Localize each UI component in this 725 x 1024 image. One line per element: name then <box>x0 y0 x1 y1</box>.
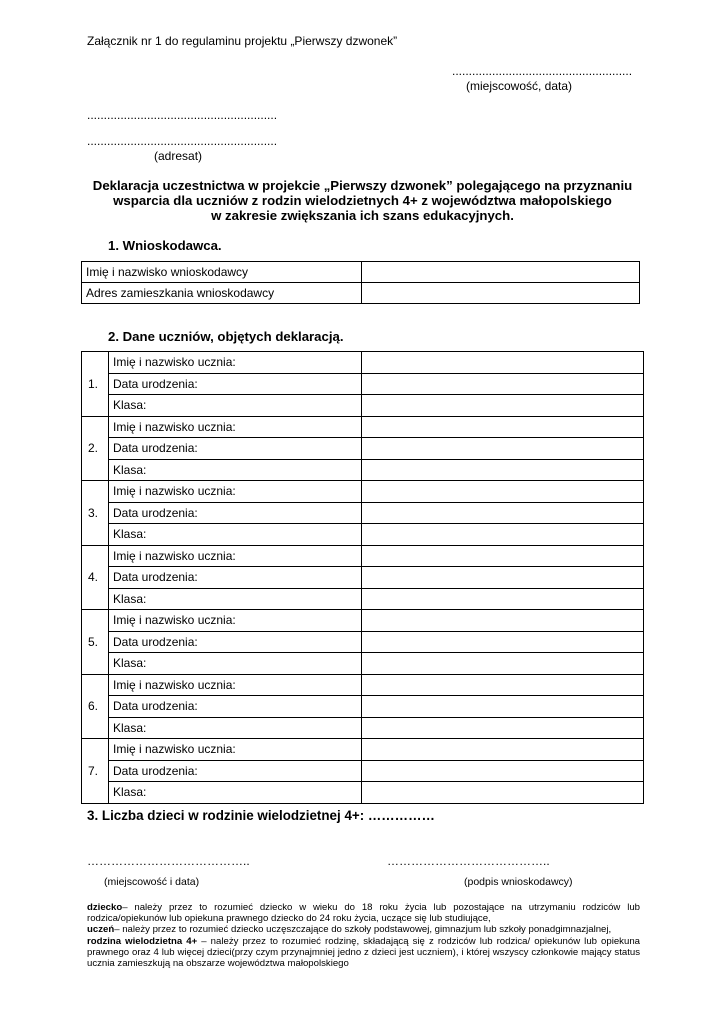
student-number: 2. <box>82 416 109 481</box>
student-name-field[interactable] <box>362 545 644 567</box>
student-class-field[interactable] <box>362 653 644 675</box>
table-row <box>82 696 644 718</box>
student-birth-date-field[interactable] <box>362 631 644 653</box>
student-birth-date-field[interactable] <box>362 567 644 589</box>
student-birth-date-label: Data urodzenia: <box>109 438 362 460</box>
applicant-address-label: Adres zamieszkania wnioskodawcy <box>82 283 362 304</box>
student-number: 7. <box>82 739 109 804</box>
right-signature-dots: ………………………………….. <box>387 854 550 868</box>
students-table <box>81 351 644 804</box>
definitions <box>87 902 640 969</box>
student-name-label: Imię i nazwisko ucznia: <box>109 545 362 567</box>
table-row <box>82 674 644 696</box>
student-birth-date-label: Data urodzenia: <box>109 567 362 589</box>
student-class-label: Klasa: <box>109 395 362 417</box>
table-row <box>82 352 644 374</box>
left-signature-dots: ………………………………….. <box>87 854 250 868</box>
student-class-label: Klasa: <box>109 653 362 675</box>
student-number: 4. <box>82 545 109 610</box>
table-row <box>82 567 644 589</box>
student-number: 3. <box>82 481 109 546</box>
table-row <box>82 481 644 503</box>
title-line-2: wsparcia dla uczniów z rodzin wielodzietnych 4+ z województwa małopolskiego <box>113 193 612 208</box>
student-birth-date-label: Data urodzenia: <box>109 373 362 395</box>
student-class-label: Klasa: <box>109 782 362 804</box>
student-class-label: Klasa: <box>109 459 362 481</box>
student-name-field[interactable] <box>362 352 644 374</box>
table-row <box>82 717 644 739</box>
child-definition: – należy przez to rozumieć dziecko w wieku do 18 roku życia lub pozostające na utrzymaniu rodziców lub rodzica/opiekunów lub opiekuna prawnego dziecko do 24 roku życia, uczące się lub studiujące, <box>87 902 640 925</box>
student-birth-date-field[interactable] <box>362 696 644 718</box>
section1-heading: 1. Wnioskodawca. <box>108 238 222 253</box>
title-line-3: w zakresie zwiększania ich szans edukacyjnych. <box>211 208 514 223</box>
student-class-field[interactable] <box>362 524 644 546</box>
student-birth-date-label: Data urodzenia: <box>109 502 362 524</box>
student-name-label: Imię i nazwisko ucznia: <box>109 610 362 632</box>
student-class-label: Klasa: <box>109 717 362 739</box>
section2-heading: 2. Dane uczniów, objętych deklaracją. <box>108 329 344 344</box>
applicant-table <box>81 261 640 304</box>
addressee-label: (adresat) <box>154 149 203 163</box>
table-row <box>82 782 644 804</box>
attachment-note: Załącznik nr 1 do regulaminu projektu „Pierwszy dzwonek” <box>87 34 398 48</box>
student-class-label: Klasa: <box>109 588 362 610</box>
pupil-term: uczeń <box>87 924 115 936</box>
table-row <box>82 739 644 761</box>
table-row <box>82 416 644 438</box>
student-name-label: Imię i nazwisko ucznia: <box>109 481 362 503</box>
student-name-label: Imię i nazwisko ucznia: <box>109 352 362 374</box>
document-title <box>40 178 685 223</box>
student-birth-date-label: Data urodzenia: <box>109 631 362 653</box>
definition-child <box>87 902 640 924</box>
child-term: dziecko <box>87 902 123 913</box>
left-signature-label: (miejscowość i data) <box>104 876 200 888</box>
right-signature-label: (podpis wnioskodawcy) <box>464 876 573 888</box>
family-definition: – należy przez to rozumieć rodzinę, składającą się z rodziców lub rodzica/ opiekunów lub opiekuna prawnego oraz 4 lub więcej dzieci(przy czym przynajmniej jedno z dzieci jest uczniem), i której wszyscy członkowie mający status ucznia zamieszkują na obszarze województwa małopolskiego <box>87 935 640 970</box>
table-row <box>82 545 644 567</box>
addressee-line-1: ......................................................... <box>87 108 278 122</box>
place-date-dots: ...................................................... <box>452 64 633 78</box>
place-date-label: (miejscowość, data) <box>466 79 573 93</box>
student-birth-date-label: Data urodzenia: <box>109 696 362 718</box>
definition-family <box>87 936 640 970</box>
table-row <box>82 395 644 417</box>
pupil-definition: – należy przez to rozumieć dziecko uczęszczające do szkoły podstawowej, gimnazjum lub szkoły ponadgimnazjalnej, <box>114 924 612 936</box>
table-row <box>82 631 644 653</box>
table-row <box>82 653 644 675</box>
student-name-field[interactable] <box>362 610 644 632</box>
table-row <box>82 588 644 610</box>
addressee-line-2: ......................................................... <box>87 134 278 148</box>
title-line-1: Deklaracja uczestnictwa w projekcie „Pierwszy dzwonek” polegającego na przyznaniu <box>92 178 633 193</box>
student-class-label: Klasa: <box>109 524 362 546</box>
student-name-field[interactable] <box>362 739 644 761</box>
student-name-label: Imię i nazwisko ucznia: <box>109 416 362 438</box>
applicant-name-field[interactable] <box>362 262 640 283</box>
table-row <box>82 502 644 524</box>
applicant-name-label: Imię i nazwisko wnioskodawcy <box>82 262 362 283</box>
section3-heading: 3. Liczba dzieci w rodzinie wielodzietnej 4+: …………… <box>87 808 435 823</box>
student-birth-date-field[interactable] <box>362 373 644 395</box>
student-name-field[interactable] <box>362 674 644 696</box>
family-term: rodzina wielodzietna 4+ <box>87 935 198 947</box>
student-number: 6. <box>82 674 109 739</box>
applicant-address-field[interactable] <box>362 283 640 304</box>
table-row <box>82 760 644 782</box>
table-row <box>82 610 644 632</box>
student-birth-date-field[interactable] <box>362 502 644 524</box>
student-name-field[interactable] <box>362 416 644 438</box>
student-number: 5. <box>82 610 109 675</box>
student-class-field[interactable] <box>362 459 644 481</box>
student-name-label: Imię i nazwisko ucznia: <box>109 674 362 696</box>
student-birth-date-label: Data urodzenia: <box>109 760 362 782</box>
student-name-label: Imię i nazwisko ucznia: <box>109 739 362 761</box>
table-row <box>82 524 644 546</box>
student-class-field[interactable] <box>362 588 644 610</box>
student-birth-date-field[interactable] <box>362 760 644 782</box>
table-row <box>82 373 644 395</box>
definition-pupil <box>87 924 640 935</box>
student-class-field[interactable] <box>362 395 644 417</box>
student-class-field[interactable] <box>362 782 644 804</box>
student-birth-date-field[interactable] <box>362 438 644 460</box>
student-number: 1. <box>82 352 109 417</box>
student-class-field[interactable] <box>362 717 644 739</box>
student-name-field[interactable] <box>362 481 644 503</box>
table-row <box>82 438 644 460</box>
table-row <box>82 459 644 481</box>
